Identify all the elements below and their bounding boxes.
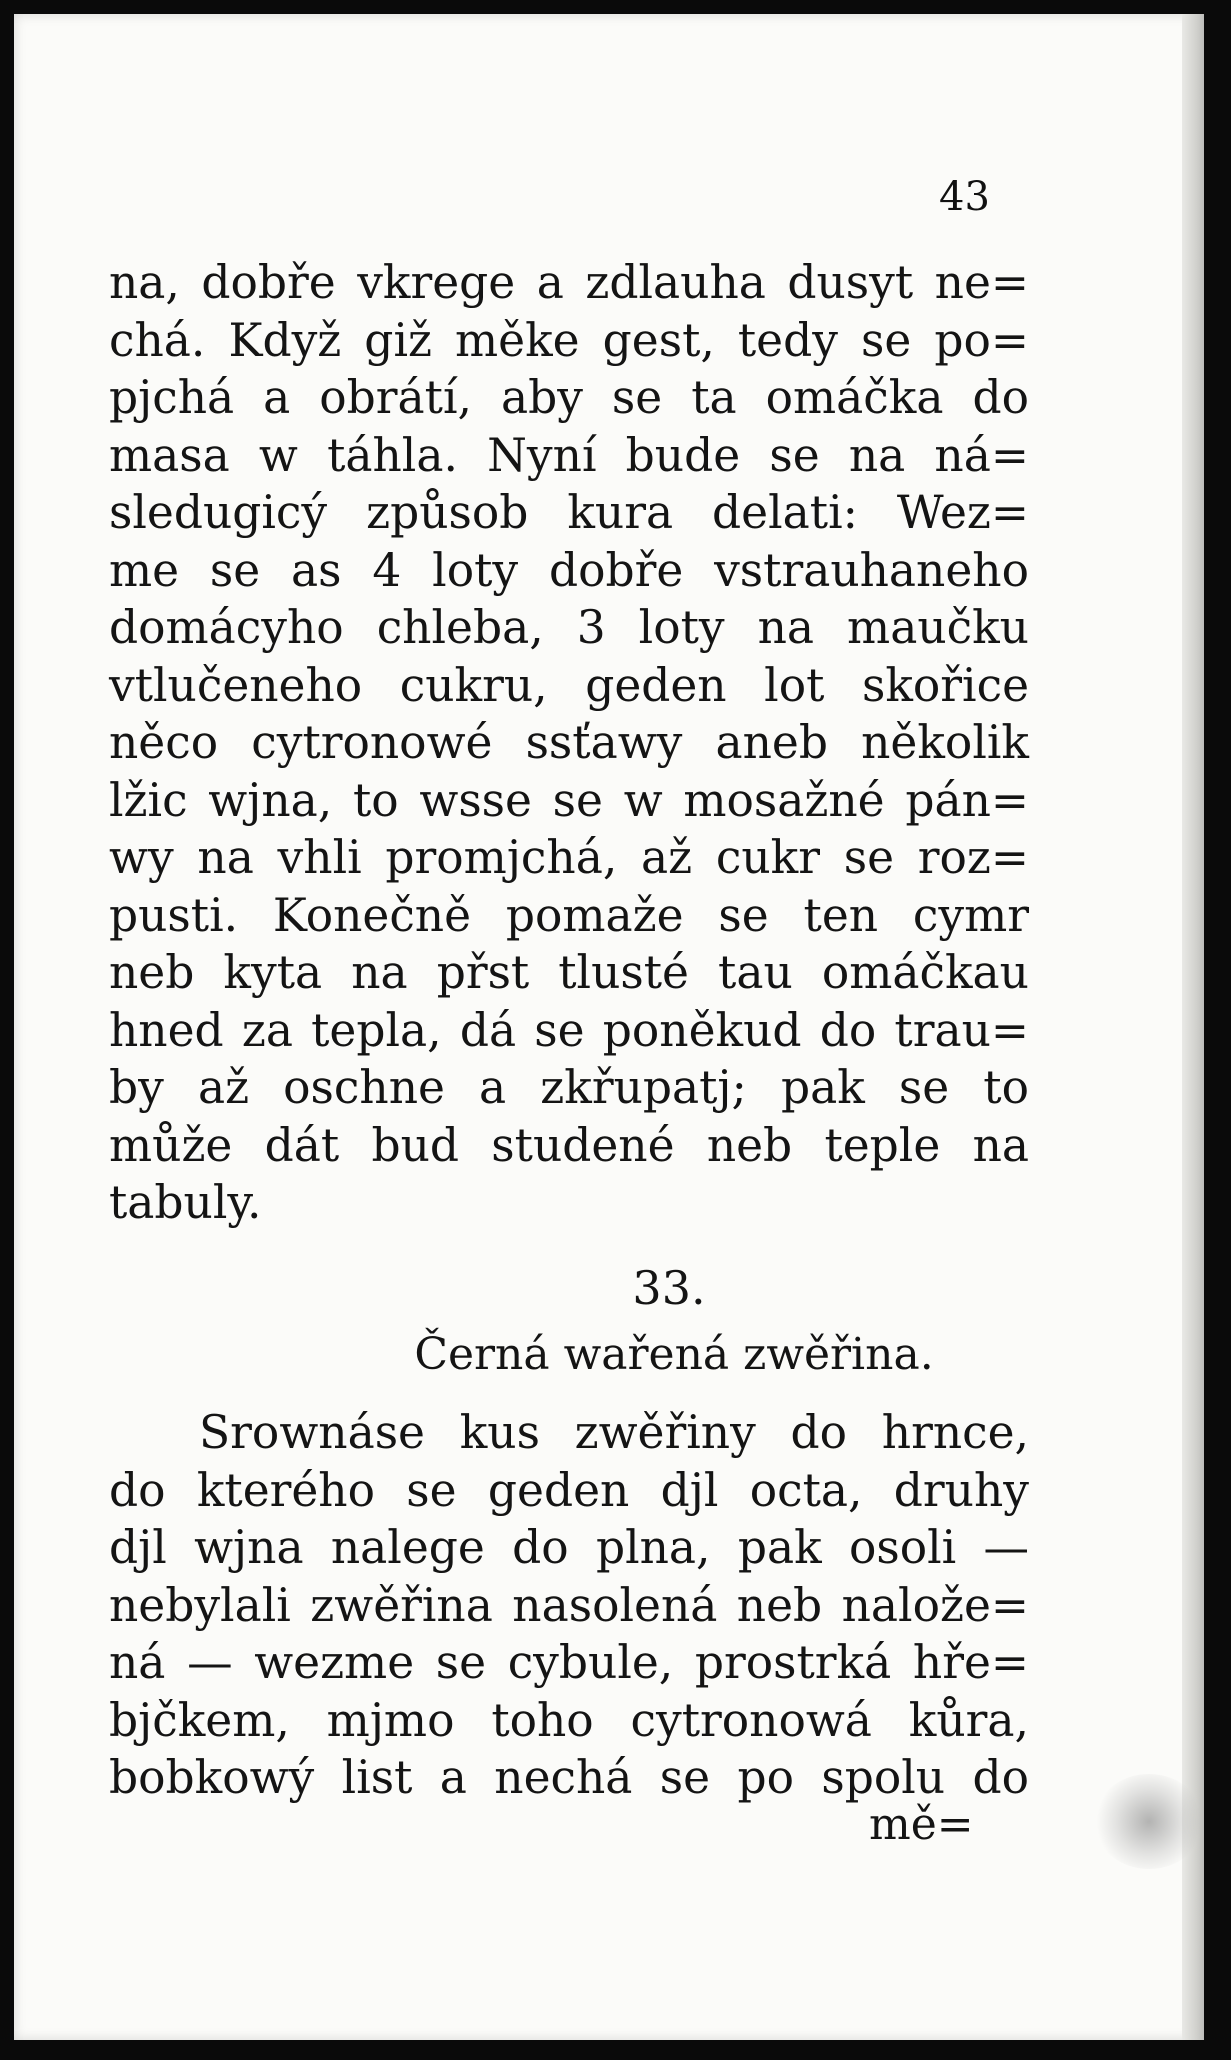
text-line: bobkowý list a nechá se po spolu do <box>109 1751 1029 1804</box>
text-line: domácyho chleba, 3 loty na maučku <box>109 601 1029 654</box>
catchword: mě= <box>869 1799 974 1850</box>
text-line: vtlučeneho cukru, geden lot skořice <box>109 658 1029 712</box>
text-line: do kterého se geden djl octa, druhy <box>109 1463 1029 1517</box>
text-line: může dát bud studené neb teple na <box>109 1118 1029 1172</box>
page-number: 43 <box>939 174 990 220</box>
text-line: nebylali zwěřina nasolená neb nalože= <box>109 1578 1029 1632</box>
text-line: něco cytronowé ssťawy aneb několik <box>109 716 1029 769</box>
text-line: pjchá a obrátí, aby se ta omáčka do <box>109 371 1029 424</box>
paragraph-2 <box>109 1404 1029 1807</box>
text-line: djl wjna nalege do plna, pak osoli — <box>109 1521 1029 1574</box>
page-edge <box>1182 14 1204 2040</box>
text-line: lžic wjna, to wsse se w mosažné pán= <box>109 773 1029 827</box>
recipe-title: Černá wařená zwěřina. <box>414 1329 934 1380</box>
text-line: by až oschne a zkřupatj; pak se to <box>109 1061 1029 1114</box>
text-line: Srownáse kus zwěřiny do hrnce, <box>199 1406 1029 1459</box>
text-line: tabuly. <box>109 1176 262 1229</box>
text-line: na, dobře vkrege a zdlauha dusyt ne= <box>109 256 1029 309</box>
paragraph-1 <box>109 254 1029 1232</box>
text-line: masa w táhla. Nyní bude se na ná= <box>109 428 1029 482</box>
text-line: chá. Když giž měke gest, tedy se po= <box>109 313 1029 367</box>
text-line: bjčkem, mjmo toho cytronowá kůra, <box>109 1693 1029 1747</box>
text-line: sledugicý způsob kura delati: Wez= <box>109 486 1029 539</box>
text-line: pusti. Konečně pomaže se ten cymr <box>109 888 1029 942</box>
text-line: hned za tepla, dá se poněkud do trau= <box>109 1003 1029 1057</box>
text-line: neb kyta na přst tlusté tau omáčkau <box>109 946 1029 999</box>
text-line: me se as 4 loty dobře vstrauhaneho <box>109 543 1029 597</box>
text-line: wy na vhli promjchá, až cukr se roz= <box>109 831 1029 884</box>
paper-stain <box>1094 1774 1204 1869</box>
recipe-number: 33. <box>632 1261 706 1315</box>
book-page <box>14 14 1204 2040</box>
text-line: ná — wezme se cybule, prostrká hře= <box>109 1636 1029 1689</box>
